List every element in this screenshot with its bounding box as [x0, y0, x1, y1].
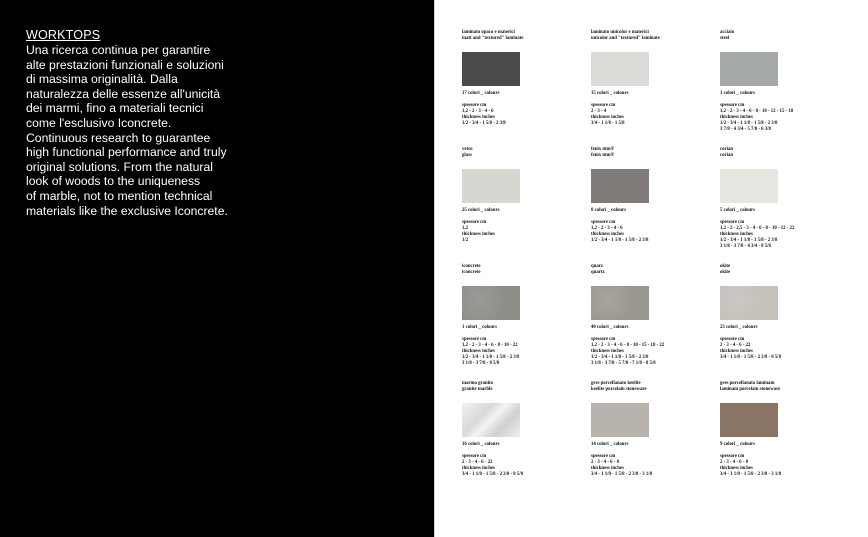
section-title: WORKTOPS: [26, 28, 101, 42]
materials-panel: [434, 0, 868, 537]
spec-line: 1/2 - 3/4 - 1 5/8 - 2 3/8: [462, 121, 506, 126]
spec-line: 1/2 - 3/4 - 1 1/8 - 1 5/8 - 2 3/8: [591, 355, 649, 360]
spec-line: spessore cm: [720, 220, 745, 225]
spec-line: 1/2 - 3/4 - 1 1/8 - 1 5/8 - 2 3/8: [462, 355, 520, 360]
material-name-en: matt and "textured" laminate: [462, 36, 524, 41]
material-specs: [462, 454, 591, 478]
spec-line: spessore cm: [591, 220, 616, 225]
material-specs: [462, 220, 591, 244]
spec-line: spessore cm: [720, 454, 745, 459]
material-name-it: quarz: [591, 264, 603, 269]
spec-line: 3/4 - 1 1/8 - 1 5/8 - 2 3/8 - 3 1/8: [591, 472, 653, 477]
spec-line: thickness inches: [462, 466, 495, 471]
spec-line: spessore cm: [591, 337, 616, 342]
spec-line: spessore cm: [720, 337, 745, 342]
material-name-it: gres porcellanato laminam: [720, 381, 775, 386]
spec-line: 1/2 - 3/4 - 1 1/8 - 1 5/8 - 2 3/8: [720, 121, 778, 126]
material-name-it: corian: [720, 147, 734, 152]
material-specs: [720, 103, 849, 133]
spec-line: spessore cm: [591, 103, 616, 108]
material-card: [591, 30, 720, 147]
spec-line: spessore cm: [462, 220, 487, 225]
spec-line: thickness inches: [591, 349, 624, 354]
spec-line: 1,2: [462, 226, 468, 231]
material-name-en: okite: [720, 270, 731, 275]
material-card: [591, 264, 720, 381]
spec-line: 1,2 - 2 - 3 - 4 - 6: [462, 109, 494, 114]
spec-line: spessore cm: [720, 103, 745, 108]
material-name-it: fenix ntm®: [591, 147, 615, 152]
material-swatch: [720, 52, 778, 86]
spec-line: 1,2 - 2 - 3 - 4 - 6 - 8 - 10 - 15 - 18 - 22: [591, 343, 665, 348]
spec-line: 3 1/8 - 3 7/8 - 8 5/8: [462, 361, 500, 366]
section-description: Una ricerca continua per garantire alte prestazioni funzionali e soluzioni di massima originalità. Dalla naturalezza delle essenze all'unicità dei marmi, fino a materiali tecnici come l'esclusivo Iconcrete. Continuous research to guarantee high functional performance and truly original solutions. From the natural look of woods to the uniqueness of marble, not to mention technical materials like the exclusive Iconcrete.: [26, 43, 228, 218]
material-color-count: 3 colori _ colours: [720, 91, 756, 96]
spec-line: thickness inches: [720, 232, 753, 237]
spec-line: spessore cm: [462, 454, 487, 459]
material-card: [720, 30, 849, 147]
material-name-en: steel: [720, 36, 730, 41]
material-swatch: [462, 403, 520, 437]
spec-line: 2 - 3 - 4: [591, 109, 607, 114]
material-color-count: 16 colori _ colours: [462, 442, 500, 447]
material-specs: [720, 220, 849, 250]
material-name-en: quartz: [591, 270, 605, 275]
material-name-it: gres porcellanato keelite: [591, 381, 641, 386]
spec-line: 1,2 - 2 - 2,5 - 3 - 4 - 6 - 8 - 10 - 12 - 22: [720, 226, 795, 231]
spec-line: 2 - 3 - 4 - 6 - 22: [720, 343, 751, 348]
spec-line: thickness inches: [591, 115, 624, 120]
material-swatch: [591, 403, 649, 437]
material-name-it: marmo granito: [462, 381, 494, 386]
material-swatch: [591, 286, 649, 320]
material-specs: [462, 103, 591, 127]
spec-line: 2 - 3 - 4 - 6 - 8: [591, 460, 619, 465]
material-swatch: [720, 169, 778, 203]
spec-line: 1,2 - 2 - 3 - 4 - 6: [591, 226, 623, 231]
material-color-count: 15 colori _ colours: [591, 91, 629, 96]
material-color-count: 25 colori _ colours: [462, 208, 500, 213]
spec-line: 1,2 - 2 - 3 - 4 - 6 - 8 - 10 - 22: [462, 343, 518, 348]
material-specs: [591, 454, 720, 478]
material-color-count: 17 colori _ colours: [462, 91, 500, 96]
material-swatch: [591, 52, 649, 86]
material-name-it: vetro: [462, 147, 473, 152]
material-card: [462, 264, 591, 381]
spec-line: 3 1/8 - 3 7/8 - 4 3/4 - 8 5/8: [720, 244, 771, 249]
material-name-en: unicolor and "textured" laminate: [591, 36, 660, 41]
spec-line: 1/2 - 3/4 - 1 1/8 - 1 5/8 - 2 3/8: [720, 238, 778, 243]
material-color-count: 23 colori _ colours: [720, 325, 758, 330]
material-card: [462, 381, 591, 498]
spec-line: 1/2: [462, 238, 469, 243]
material-card: [591, 147, 720, 264]
spec-line: 3 7/8 - 4 3/4 - 5 7/8 - 6 3/8: [720, 127, 771, 132]
spec-line: thickness inches: [720, 115, 753, 120]
spec-line: 2 - 3 - 4 - 6 - 8: [720, 460, 748, 465]
spec-line: thickness inches: [591, 466, 624, 471]
spec-line: thickness inches: [462, 232, 495, 237]
material-specs: [720, 337, 849, 361]
material-name-en: granite marble: [462, 387, 493, 392]
spec-line: 3 1/8 - 3 7/8 - 5 7/8 - 7 1/8 - 8 5/8: [591, 361, 656, 366]
spec-line: spessore cm: [462, 103, 487, 108]
material-name-it: iconcrete: [462, 264, 481, 269]
material-name-en: corian: [720, 153, 734, 158]
spec-line: 1/2 - 3/4 - 1 1/8 - 1 5/8 - 2 3/8: [591, 238, 649, 243]
material-color-count: 1 colori _ colours: [462, 325, 498, 330]
material-name-en: glass: [462, 153, 472, 158]
material-swatch: [591, 169, 649, 203]
spec-line: 3/4 - 1 1/8 - 1 5/8: [591, 121, 625, 126]
material-specs: [591, 103, 720, 127]
material-specs: [591, 337, 720, 367]
material-name-it: laminato unicolor e materici: [591, 30, 649, 35]
spec-line: thickness inches: [462, 115, 495, 120]
spec-line: 1,2 - 2 - 3 - 4 - 6 - 8 - 10 - 12 - 15 - 18: [720, 109, 794, 114]
materials-grid: [462, 30, 849, 498]
spec-line: 3/4 - 1 1/8 - 1 5/8 - 2 3/8 - 3 1/8: [720, 472, 782, 477]
material-swatch: [462, 286, 520, 320]
spec-line: thickness inches: [591, 232, 624, 237]
material-color-count: 8 colori _ colours: [591, 208, 627, 213]
spec-line: thickness inches: [462, 349, 495, 354]
material-card: [720, 264, 849, 381]
material-color-count: 9 colori _ colours: [720, 442, 756, 447]
material-swatch: [720, 286, 778, 320]
material-swatch: [462, 169, 520, 203]
material-specs: [462, 337, 591, 367]
material-card: [720, 381, 849, 498]
material-specs: [591, 220, 720, 244]
spec-line: 3/4 - 1 1/8 - 1 5/8 - 2 3/8 - 8 5/8: [720, 355, 782, 360]
material-card: [462, 147, 591, 264]
material-name-en: laminam porcelain stoneware: [720, 387, 781, 392]
material-color-count: 14 colori _ colours: [591, 442, 629, 447]
spec-line: spessore cm: [591, 454, 616, 459]
material-card: [591, 381, 720, 498]
spec-line: thickness inches: [720, 349, 753, 354]
spec-line: 2 - 3 - 4 - 6 - 22: [462, 460, 493, 465]
material-name-en: fenix ntm®: [591, 153, 615, 158]
material-color-count: 5 colori _ colours: [720, 208, 756, 213]
material-specs: [720, 454, 849, 478]
material-name-it: okite: [720, 264, 731, 269]
spec-line: spessore cm: [462, 337, 487, 342]
material-card: [720, 147, 849, 264]
material-name-en: iconcrete: [462, 270, 481, 275]
spec-line: thickness inches: [720, 466, 753, 471]
material-name-it: acciaio: [720, 30, 735, 35]
material-name-it: laminato opaco e materici: [462, 30, 515, 35]
intro-text-block: [26, 28, 426, 218]
material-color-count: 40 colori _ colours: [591, 325, 629, 330]
spec-line: 3/4 - 1 1/8 - 1 5/8 - 2 3/8 - 8 5/8: [462, 472, 524, 477]
material-swatch: [720, 403, 778, 437]
material-swatch: [462, 52, 520, 86]
material-name-en: keelite porcelain stoneware: [591, 387, 647, 392]
material-card: [462, 30, 591, 147]
